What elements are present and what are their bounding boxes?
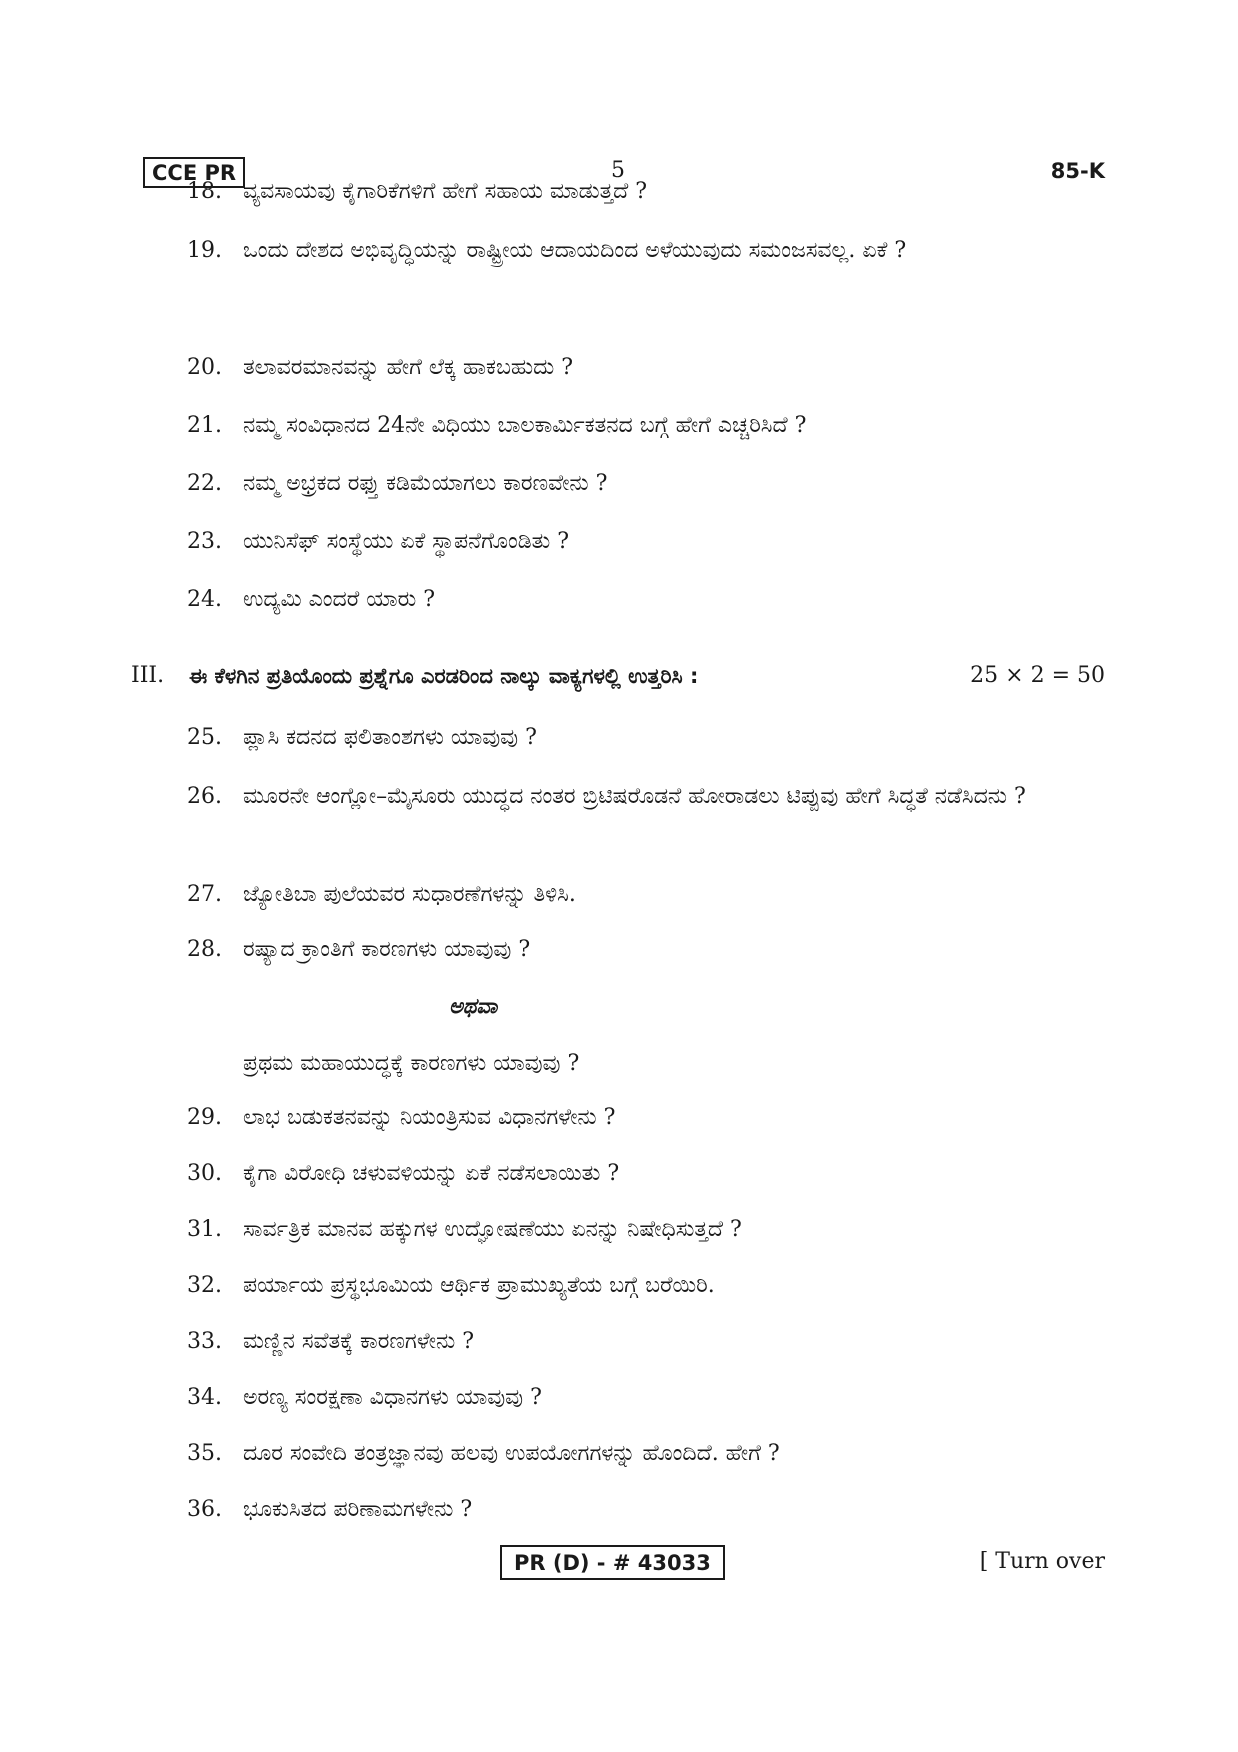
question-35 — [187, 1436, 1105, 1472]
question-text: ಮಣ್ಣಿನ ಸವೆತಕ್ಕೆ ಕಾರಣಗಳೇನು ? — [243, 1329, 475, 1354]
question-text: ವ್ಯವಸಾಯವು ಕೈಗಾರಿಕೆಗಳಿಗೆ ಹೇಗೆ ಸಹಾಯ ಮಾಡುತ್ತದೆ ? — [243, 179, 648, 204]
question-30 — [187, 1156, 1105, 1192]
question-34 — [187, 1380, 1105, 1416]
question-20 — [187, 350, 1105, 386]
question-text: ಉದ್ಯಮಿ ಎಂದರೆ ಯಾರು ? — [243, 587, 435, 612]
question-36 — [187, 1492, 1105, 1528]
or-label: ಅಥವಾ — [449, 994, 498, 1018]
question-number: 30. — [187, 1161, 222, 1186]
question-number: 24. — [187, 587, 222, 612]
question-18 — [187, 174, 1105, 210]
question-text: ಭೂಕುಸಿತದ ಪರಿಣಾಮಗಳೇನು ? — [243, 1497, 473, 1522]
question-number: 33. — [187, 1329, 222, 1354]
question-number: 31. — [187, 1217, 222, 1242]
question-19 — [187, 233, 1105, 269]
question-text: ಪ್ಲಾಸಿ ಕದನದ ಫಲಿತಾಂಶಗಳು ಯಾವುವು ? — [243, 725, 537, 750]
question-text: ರಷ್ಯಾದ ಕ್ರಾಂತಿಗೆ ಕಾರಣಗಳು ಯಾವುವು ? — [243, 937, 531, 962]
question-23 — [187, 524, 1105, 560]
question-29 — [187, 1100, 1105, 1136]
turn-over-note: [ Turn over — [979, 1549, 1105, 1574]
paper-code: 85-K — [1050, 159, 1105, 183]
question-number: 26. — [187, 784, 222, 809]
question-number: 32. — [187, 1273, 222, 1298]
question-22 — [187, 466, 1105, 502]
question-number: 19. — [187, 238, 222, 263]
question-text: ಯುನಿಸೆಫ್ ಸಂಸ್ಥೆಯು ಏಕೆ ಸ್ಥಾಪನೆಗೊಂಡಿತು ? — [243, 529, 570, 554]
question-text: ತಲಾವರಮಾನವನ್ನು ಹೇಗೆ ಲೆಕ್ಕ ಹಾಕಬಹುದು ? — [243, 355, 574, 380]
section-marks: 25 × 2 = 50 — [970, 663, 1105, 688]
question-number: 23. — [187, 529, 222, 554]
question-number: 27. — [187, 882, 222, 907]
question-text: ಅರಣ್ಯ ಸಂರಕ್ಷಣಾ ವಿಧಾನಗಳು ಯಾವುವು ? — [243, 1385, 542, 1410]
question-text: ಜ್ಯೋತಿಬಾ ಪುಲೆಯವರ ಸುಧಾರಣೆಗಳನ್ನು ತಿಳಿಸಿ. — [243, 882, 576, 907]
question-27 — [187, 877, 1105, 913]
question-number: 36. — [187, 1497, 222, 1522]
question-text: ದೂರ ಸಂವೇದಿ ತಂತ್ರಜ್ಞಾನವು ಹಲವು ಉಪಯೋಗಗಳನ್ನು ಹೊಂದಿದೆ. ಹೇಗೆ ? — [243, 1441, 780, 1466]
page-number: 5 — [611, 158, 625, 183]
question-number: 28. — [187, 937, 222, 962]
question-number: 20. — [187, 355, 222, 380]
question-text: ಒಂದು ದೇಶದ ಅಭಿವೃದ್ಧಿಯನ್ನು ರಾಷ್ಟ್ರೀಯ ಆದಾಯದಿಂದ ಅಳೆಯುವುದು ಸಮಂಜಸವಲ್ಲ. ಏಕೆ ? — [243, 238, 907, 263]
question-28 — [187, 932, 1105, 968]
question-31 — [187, 1212, 1105, 1248]
question-21 — [187, 408, 1105, 444]
question-number: 25. — [187, 725, 222, 750]
section-instruction: ಈ ಕೆಳಗಿನ ಪ್ರತಿಯೊಂದು ಪ್ರಶ್ನೆಗೂ ಎರಡರಿಂದ ನಾಲ್ಕು ವಾಕ್ಯಗಳಲ್ಲಿ ಉತ್ತರಿಸಿ : — [189, 664, 699, 688]
question-26 — [187, 779, 1105, 815]
question-25 — [187, 720, 1105, 756]
question-24 — [187, 582, 1105, 618]
question-text: ಪರ್ಯಾಯ ಪ್ರಸ್ಥಭೂಮಿಯ ಆರ್ಥಿಕ ಪ್ರಾಮುಖ್ಯತೆಯ ಬಗ್ಗೆ ಬರೆಯಿರಿ. — [243, 1273, 715, 1298]
question-text: ನಮ್ಮ ಸಂವಿಧಾನದ 24ನೇ ವಿಧಿಯು ಬಾಲಕಾರ್ಮಿಕತನದ ಬಗ್ಗೆ ಹೇಗೆ ಎಚ್ಚರಿಸಿದೆ ? — [243, 413, 807, 438]
footer-code-box: PR (D) - # 43033 — [500, 1545, 725, 1580]
question-text: ಮೂರನೇ ಆಂಗ್ಲೋ–ಮೈಸೂರು ಯುದ್ಧದ ನಂತರ ಬ್ರಿಟಿಷರೊಡನೆ ಹೋರಾಡಲು ಟಿಪ್ಪುವು ಹೇಗೆ ಸಿದ್ಧತೆ ನಡೆಸಿದನು ? — [243, 784, 1026, 809]
question-text: ಸಾರ್ವತ್ರಿಕ ಮಾನವ ಹಕ್ಕುಗಳ ಉದ್ಘೋಷಣೆಯು ಏನನ್ನು ನಿಷೇಧಿಸುತ್ತದೆ ? — [243, 1217, 742, 1242]
section-number: III. — [131, 663, 165, 688]
question-number: 35. — [187, 1441, 222, 1466]
question-text: ನಮ್ಮ ಅಭ್ರಕದ ರಫ್ತು ಕಡಿಮೆಯಾಗಲು ಕಾರಣವೇನು ? — [243, 471, 608, 496]
question-number: 34. — [187, 1385, 222, 1410]
alternative-question: ಪ್ರಥಮ ಮಹಾಯುದ್ಧಕ್ಕೆ ಕಾರಣಗಳು ಯಾವುವು ? — [243, 1051, 580, 1076]
exam-code-box: CCE PR — [143, 157, 245, 188]
question-text: ಕೈಗಾ ವಿರೋಧಿ ಚಳುವಳಿಯನ್ನು ಏಕೆ ನಡೆಸಲಾಯಿತು ? — [243, 1161, 620, 1186]
question-number: 21. — [187, 413, 222, 438]
question-number: 18. — [187, 179, 222, 204]
question-33 — [187, 1324, 1105, 1360]
question-32 — [187, 1268, 1105, 1304]
question-text: ಲಾಭ ಬಡುಕತನವನ್ನು ನಿಯಂತ್ರಿಸುವ ವಿಧಾನಗಳೇನು ? — [243, 1105, 616, 1130]
question-number: 29. — [187, 1105, 222, 1130]
question-number: 22. — [187, 471, 222, 496]
